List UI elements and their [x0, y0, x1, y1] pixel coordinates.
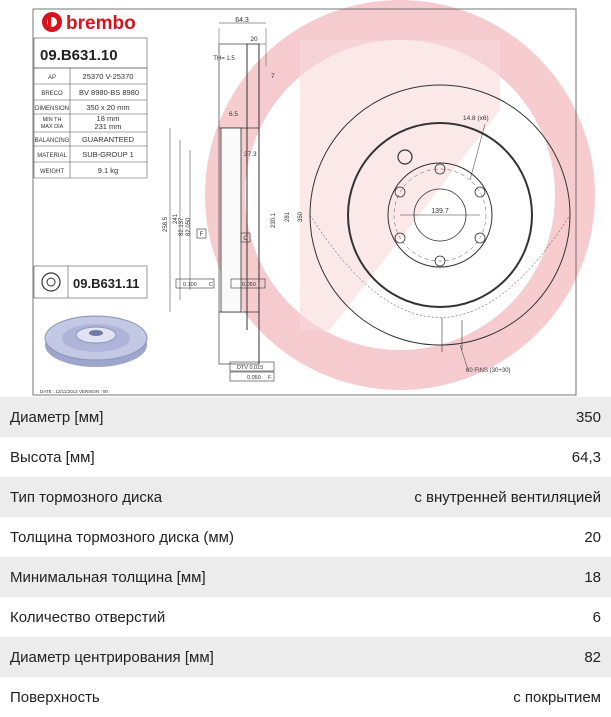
info-value-dimension: 350 x 20 mm — [86, 103, 130, 112]
dim-82-050: 82.050 — [186, 217, 192, 236]
spec-label: Диаметр [мм] — [10, 408, 104, 426]
brand-name: brembo — [66, 13, 136, 34]
hole-label: 14.8 (x6) — [463, 115, 489, 122]
spec-value: 20 — [584, 528, 601, 546]
spec-label: Поверхность — [10, 688, 100, 706]
spec-row-surface — [0, 677, 611, 717]
info-key-maxdia-a: MAX DIA — [40, 124, 64, 130]
spec-label: Диаметр центрирования [мм] — [10, 648, 214, 666]
tol-f-ref: F — [268, 375, 272, 381]
disc-photo — [45, 316, 147, 367]
info-value-minth: 18 mm — [96, 114, 120, 123]
dim-64-3: 64.3 — [235, 17, 249, 24]
tol-0-100: 0.100 — [183, 282, 197, 288]
spec-label: Высота [мм] — [10, 448, 95, 466]
date-line: DATE : 12/11/2013 VERSION : 00 — [40, 389, 108, 394]
spec-row-thickness — [0, 517, 611, 557]
info-key-weight: WEIGHT — [40, 169, 64, 175]
tol-c-ref: C — [209, 282, 213, 288]
info-key-dimension: DIMENSION — [34, 106, 70, 112]
dim-82-137: 82.137 — [179, 217, 185, 236]
brembo-logo — [42, 12, 136, 34]
info-value-material: SUB-GROUP 1 — [82, 150, 134, 159]
info-value-ap: 25370 V-25370 — [82, 72, 134, 81]
dim-th: TH= 1.5 — [213, 56, 235, 62]
info-key-ap: AP — [47, 75, 57, 81]
info-value-breco: BV 8980-BS 8980 — [78, 88, 140, 97]
spec-value: 18 — [584, 568, 601, 586]
info-key-minth-a: MIN TH — [42, 117, 62, 123]
spec-value: 350 — [575, 408, 601, 426]
datum-c: C — [243, 236, 248, 242]
pcd-label: 139.7 — [431, 208, 449, 215]
tol-0-050: 0.050 — [242, 282, 256, 288]
fins-label: 60 FINS (30+30) — [466, 368, 511, 374]
alt-part-number: 09.B631.11 — [73, 276, 140, 291]
part-number: 09.B631.10 — [40, 47, 118, 64]
spec-value: с покрытием — [513, 688, 601, 706]
spec-value: с внутренней вентиляцией — [414, 488, 601, 506]
dim-241: 241 — [173, 213, 179, 224]
spec-row-diameter — [0, 397, 611, 437]
spec-table — [0, 397, 611, 717]
spec-row-centering-diameter — [0, 637, 611, 677]
info-value-weight: 9.1 kg — [97, 166, 119, 175]
info-value-maxdia: 231 mm — [94, 122, 122, 131]
spec-row-min-thickness — [0, 557, 611, 597]
dim-230-1: 230.1 — [271, 212, 277, 228]
datum-f: F — [199, 232, 204, 238]
spec-row-disc-type — [0, 477, 611, 517]
tol-0-050-f: 0.050 — [247, 375, 261, 381]
spec-value: 82 — [584, 648, 601, 666]
spec-label: Минимальная толщина [мм] — [10, 568, 206, 586]
spec-label: Количество отверстий — [10, 608, 166, 626]
spec-value: 6 — [592, 608, 601, 626]
dtv-label: DTV 0.015 — [237, 365, 264, 371]
dim-20: 20 — [250, 36, 258, 43]
brembo-watermark — [225, 20, 575, 370]
info-key-material: MATERIAL — [37, 153, 67, 159]
info-key-breco: BRECO — [41, 91, 63, 97]
spec-label: Толщина тормозного диска (мм) — [10, 528, 234, 546]
dim-7: 7 — [271, 73, 275, 80]
dim-258-5: 258.5 — [163, 216, 169, 232]
dim-37-3: 37.3 — [244, 151, 257, 158]
spec-label: Тип тормозного диска — [10, 488, 163, 506]
spec-row-height — [0, 437, 611, 477]
dim-350: 350 — [298, 211, 304, 222]
info-key-balancing: BALANCING — [34, 138, 70, 144]
info-value-balancing: GUARANTEED — [81, 135, 135, 144]
dim-6-5: 6.5 — [229, 111, 239, 118]
dim-281: 281 — [285, 211, 291, 222]
spec-row-hole-count — [0, 597, 611, 637]
spec-value: 64,3 — [571, 448, 601, 466]
